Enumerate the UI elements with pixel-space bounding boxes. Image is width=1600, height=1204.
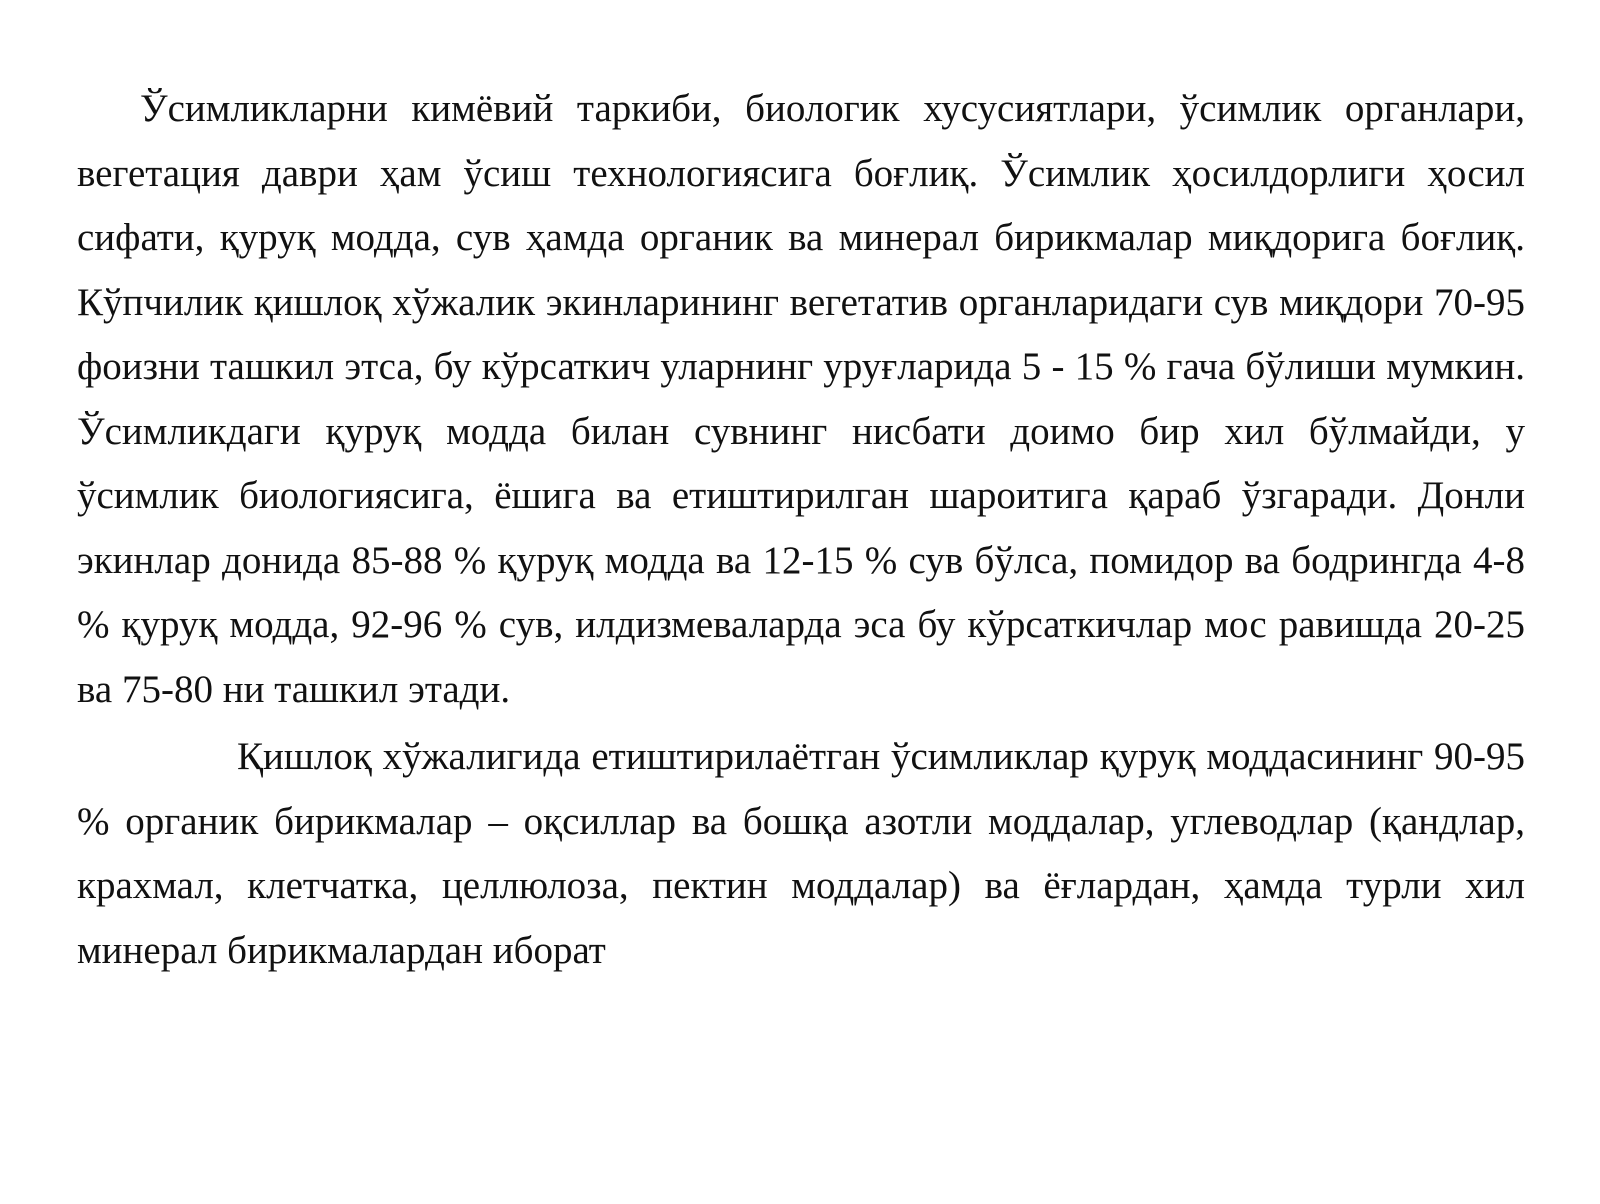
body-text (77, 77, 1525, 983)
paragraph-plant-composition: Ўсимликларни кимёвий таркиби, биологик хусусиятлари, ўсимлик органлари, вегетация даври ҳам ўсиш технологиясига боғлиқ. Ўсимлик ҳосилдорлиги ҳосил сифати, қуруқ модда, сув ҳамда органик ва минерал бирикмалар миқдорига боғлиқ. Кўпчилик қишлоқ хўжалик экинларининг вегетатив органларидаги сув миқдори 70-95 фоизни ташкил этса, бу кўрсаткич уларнинг уруғларида 5 - 15 % гача бўлиши мумкин. Ўсимликдаги қуруқ модда билан сувнинг нисбати доимо бир хил бўлмайди, у ўсимлик биологиясига, ёшига ва етиштирилган шароитига қараб ўзгаради. Донли экинлар донида 85-88 % қуруқ модда ва 12-15 % сув бўлса, помидор ва бодрингда 4-8 % қуруқ модда, 92-96 % сув, илдизмеваларда эса бу кўрсаткичлар мос равишда 20-25 ва 75-80 ни ташкил этади. (77, 87, 1525, 711)
paragraph-dry-matter-composition: Қишлоқ хўжалигида етиштирилаётган ўсимликлар қуруқ моддасининг 90-95 % органик бирикмалар – оқсиллар ва бошқа азотли моддалар, углеводлар (қандлар, крахмал, клетчатка, целлюлоза, пектин моддалар) ва ёғлардан, ҳамда турли хил минерал бирикмалардан иборат (77, 735, 1525, 972)
